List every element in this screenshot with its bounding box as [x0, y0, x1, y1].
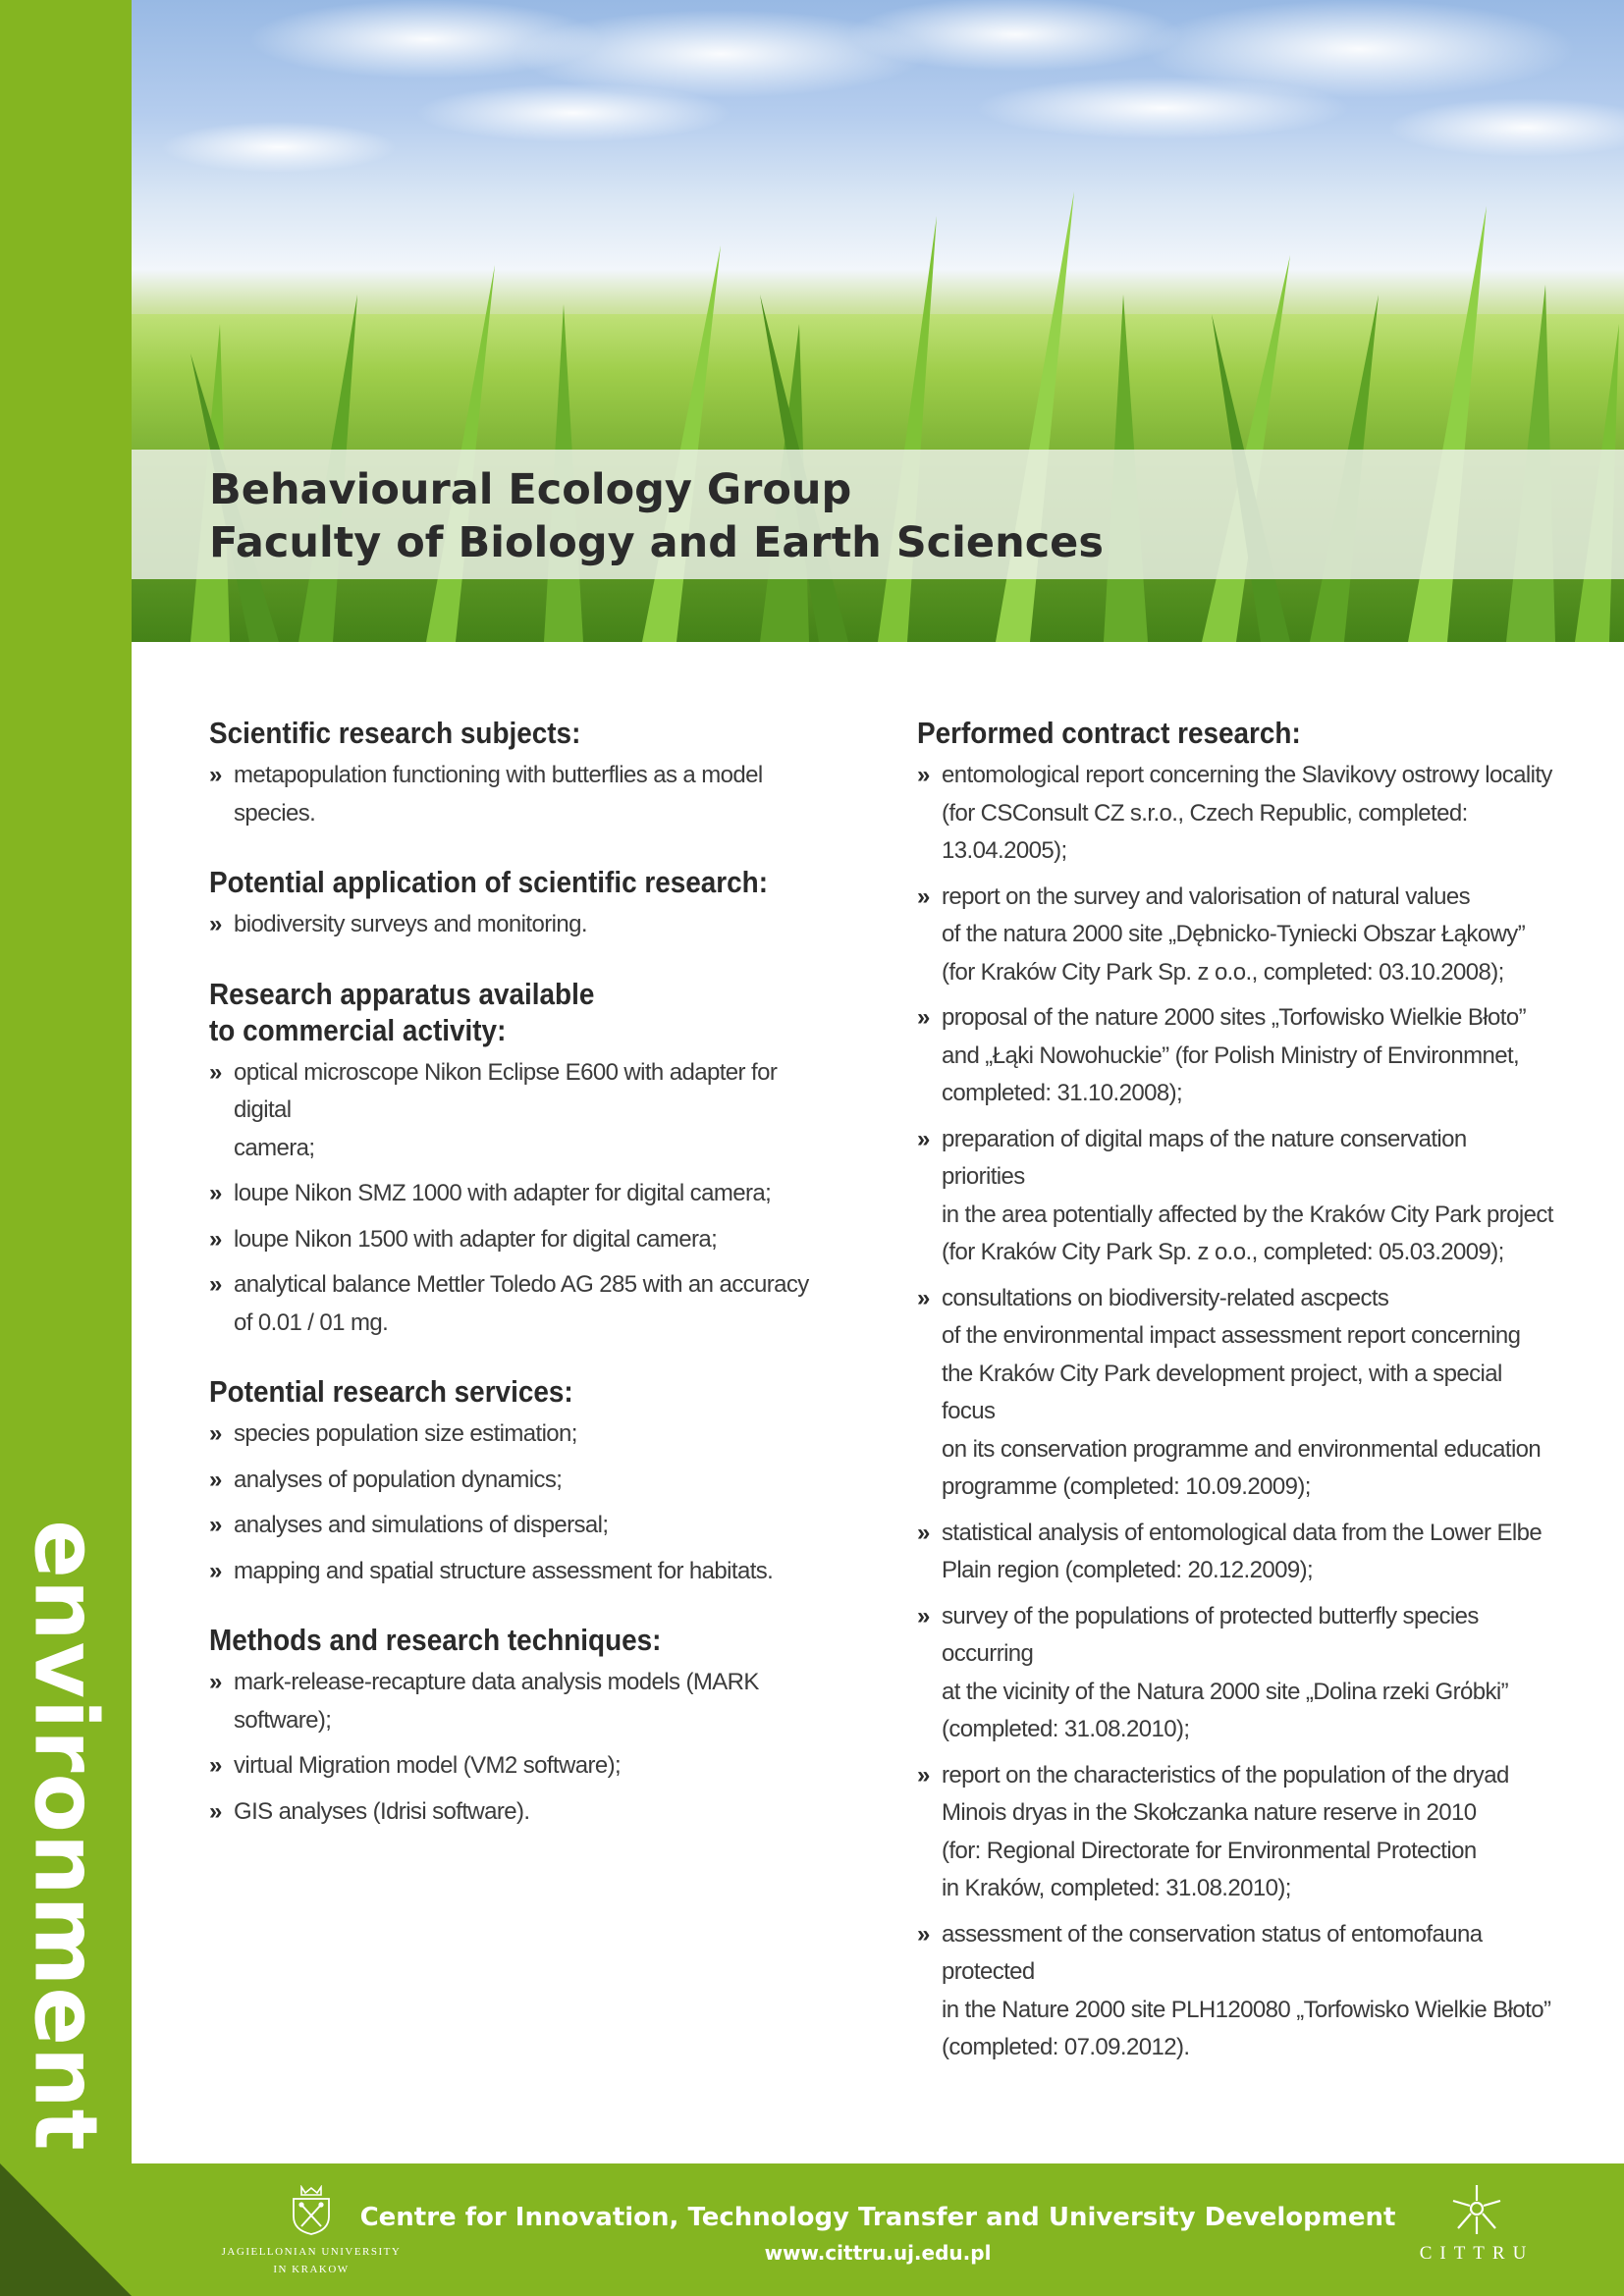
list-item-text: species population size estimation; [234, 1420, 577, 1447]
item-list [209, 1054, 838, 1343]
list-item-text: analytical balance Mettler Toledo AG 285 with an accuracy of 0.01 / 01 mg. [234, 1271, 809, 1336]
list-item [209, 1664, 838, 1739]
bullet-icon: » [917, 1920, 930, 1948]
clouds [161, 0, 1624, 173]
section-research-apparatus [209, 976, 838, 1343]
list-item-text: assessment of the conservation status of entomofauna protected in the Nature 2000 site PLH120080 „Torfowisko Wielkie Błoto” (completed: 07.09.2012). [942, 1920, 1551, 2060]
list-item-text: metapopulation functioning with butterflies as a model species. [234, 762, 763, 827]
bullet-icon: » [917, 1284, 930, 1311]
item-list [209, 1664, 838, 1831]
university-name-line1: JAGIELLONIAN UNIVERSITY [221, 2246, 402, 2258]
item-list [209, 906, 838, 944]
list-item-text: virtual Migration model (VM2 software); [234, 1752, 622, 1779]
list-item [917, 1280, 1555, 1507]
list-item [209, 1054, 838, 1168]
list-item-text: loupe Nikon 1500 with adapter for digital camera; [234, 1225, 718, 1253]
list-item-text: analyses and simulations of dispersal; [234, 1512, 609, 1538]
section-title: Performed contract research: [917, 716, 1301, 750]
list-item [209, 1747, 838, 1786]
list-item [209, 757, 838, 832]
bullet-icon: » [917, 1602, 930, 1629]
list-item-text: loupe Nikon SMZ 1000 with adapter for digital camera; [234, 1180, 772, 1206]
right-column [917, 715, 1555, 2099]
section-title: Research apparatus available to commercial activity: [209, 976, 595, 1047]
sidebar-strip [0, 0, 132, 2296]
list-item-text: optical microscope Nikon Eclipse E600 with adapter for digital camera; [234, 1058, 778, 1161]
bullet-icon: » [209, 1058, 222, 1086]
list-item [917, 1515, 1555, 1590]
left-column [209, 715, 838, 1862]
page-title: Behavioural Ecology Group [209, 465, 852, 514]
bullet-icon: » [209, 1180, 222, 1206]
section-research-services [209, 1373, 838, 1590]
sidebar-label: environment [15, 1520, 117, 2152]
list-item [917, 999, 1555, 1113]
footer-title: Centre for Innovation, Technology Transfer and University Development [359, 2203, 1396, 2232]
list-item [209, 1507, 838, 1545]
bullet-icon: » [917, 1761, 930, 1789]
list-item-text: consultations on biodiversity-related ascpects of the environmental impact assessment report concerning the Kraków City Park development project, with a special focus on its conservation programme and environmental education programme (completed: 10.09.2009); [942, 1284, 1542, 1500]
list-item [209, 1553, 838, 1591]
bullet-icon: » [209, 1225, 222, 1253]
bullet-icon: » [917, 1519, 930, 1546]
bullet-icon: » [209, 1512, 222, 1538]
bullet-icon: » [209, 1466, 222, 1493]
university-name-line2: IN KRAKOW [273, 2264, 350, 2275]
list-item [209, 1221, 838, 1259]
section-title: Scientific research subjects: [209, 716, 581, 750]
section-research-subjects [209, 715, 838, 832]
bullet-icon: » [209, 1752, 222, 1779]
bullet-icon: » [209, 1797, 222, 1825]
section-title: Potential application of scientific research: [209, 865, 768, 899]
item-list [209, 1415, 838, 1590]
list-item [209, 1175, 838, 1213]
list-item [917, 1757, 1555, 1908]
section-contract-research [917, 715, 1555, 2067]
bullet-icon: » [209, 1669, 222, 1695]
list-item [209, 1793, 838, 1832]
list-item [209, 906, 838, 944]
list-item-text: proposal of the nature 2000 sites „Torfowisko Wielkie Błoto” and „Łąki Nowohuckie” (for Polish Ministry of Environmnet, completed: 31.10.2008); [942, 1004, 1526, 1106]
item-list [917, 757, 1555, 2067]
item-list [209, 757, 838, 832]
bullet-icon: » [209, 1557, 222, 1584]
list-item-text: survey of the populations of protected butterfly species occurring at the vicinity of the Natura 2000 site „Dolina rzeki Grόbki” (completed: 31.08.2010); [942, 1602, 1509, 1742]
list-item-text: biodiversity surveys and monitoring. [234, 911, 587, 937]
list-item-text: entomological report concerning the Slavikovy ostrowy locality (for CSConsult CZ s.r.o., Czech Republic, completed: 13.04.2005); [942, 762, 1552, 864]
bullet-icon: » [917, 882, 930, 910]
bullet-icon: » [209, 762, 222, 788]
list-item [209, 1462, 838, 1500]
footer-bar [132, 2163, 1624, 2296]
footer-url[interactable]: www.cittru.uj.edu.pl [764, 2241, 992, 2265]
list-item [917, 1121, 1555, 1272]
bullet-icon: » [917, 762, 930, 788]
list-item-text: mapping and spatial structure assessment for habitats. [234, 1557, 774, 1584]
bullet-icon: » [209, 911, 222, 937]
section-potential-application [209, 864, 838, 944]
bullet-icon: » [209, 1420, 222, 1447]
list-item-text: report on the characteristics of the population of the dryad Minois dryas in the Skołczanka nature reserve in 2010 (for: Regional Directorate for Environmental Protection in Kraków, completed: 31.08.2010); [942, 1761, 1509, 1901]
list-item [209, 1266, 838, 1342]
section-title: Methods and research techniques: [209, 1623, 662, 1657]
section-methods [209, 1622, 838, 1831]
list-item-text: analyses of population dynamics; [234, 1466, 563, 1493]
page-subtitle: Faculty of Biology and Earth Sciences [209, 518, 1104, 567]
cittru-logo [1398, 2183, 1555, 2265]
list-item-text: statistical analysis of entomological data from the Lower Elbe Plain region (completed: 20.12.2009); [942, 1519, 1543, 1583]
list-item [917, 879, 1555, 992]
cittru-star-icon [1449, 2183, 1504, 2236]
list-item [917, 757, 1555, 871]
bullet-icon: » [917, 1125, 930, 1152]
list-item [917, 1598, 1555, 1749]
list-item [209, 1415, 838, 1454]
bullet-icon: » [209, 1271, 222, 1298]
list-item [917, 1916, 1555, 2067]
list-item-text: GIS analyses (Idrisi software). [234, 1797, 530, 1825]
list-item-text: report on the survey and valorisation of natural values of the natura 2000 site „Dębnicko-Tyniecki Obszar Łąkowy” (for Kraków City Park Sp. z o.o., completed: 03.10.2008); [942, 882, 1526, 986]
cittru-wordmark: CITTRU [1419, 2243, 1535, 2264]
section-title: Potential research services: [209, 1374, 573, 1409]
list-item-text: preparation of digital maps of the nature conservation priorities in the area potentially affected by the Kraków City Park project (for Kraków City Park Sp. z o.o., completed: 05.03.2009); [942, 1125, 1553, 1265]
bullet-icon: » [917, 1004, 930, 1031]
list-item-text: mark-release-recapture data analysis models (MARK software); [234, 1669, 759, 1734]
